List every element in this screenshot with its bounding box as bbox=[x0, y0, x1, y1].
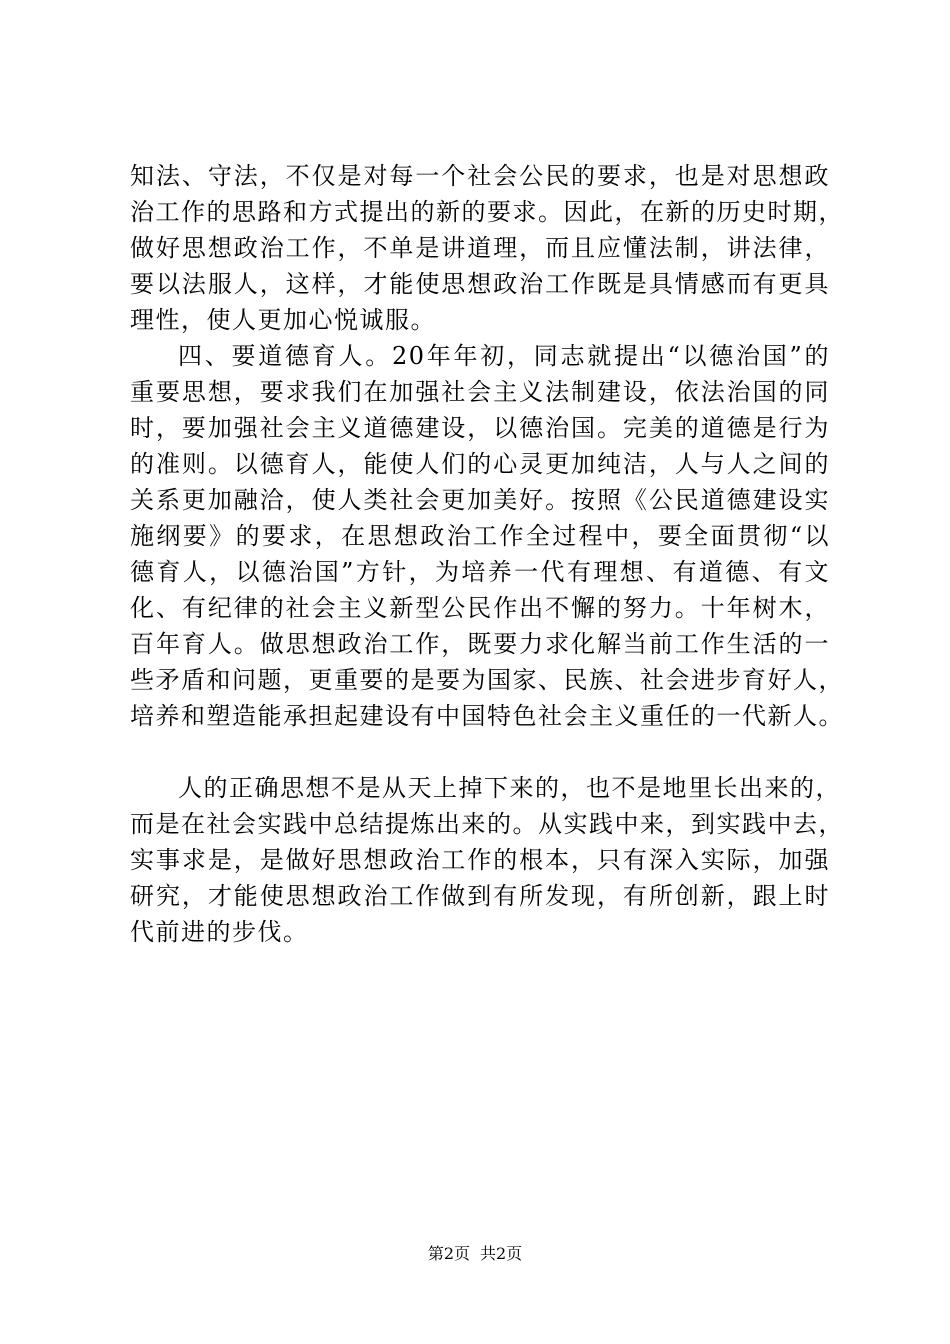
text-line: 而是在社会实践中总结提炼出来的。从实践中来，到实践中去， bbox=[130, 810, 844, 838]
text-line: 关系更加融洽，使人类社会更加美好。按照《公民道德建设实 bbox=[130, 486, 830, 514]
text-line: 施纲要》的要求，在思想政治工作全过程中，要全面贯彻“以 bbox=[130, 522, 830, 550]
text-line: 理性，使人更加心悦诚服。 bbox=[130, 306, 436, 334]
text-line: 些矛盾和问题，更重要的是要为国家、民族、社会进步育好人， bbox=[130, 666, 844, 694]
text-line: 人的正确思想不是从天上掉下来的，也不是地里长出来的， bbox=[178, 774, 841, 802]
text-line: 时，要加强社会主义道德建设，以德治国。完美的道德是行为 bbox=[130, 414, 830, 442]
document-body bbox=[130, 158, 844, 950]
paragraph-practice bbox=[130, 770, 844, 950]
page-number: 第2页 bbox=[427, 1244, 470, 1263]
text-line: 百年育人。做思想政治工作，既要力求化解当前工作生活的一 bbox=[130, 630, 830, 658]
text-line: 培养和塑造能承担起建设有中国特色社会主义重任的一代新人。 bbox=[130, 702, 844, 730]
page-footer bbox=[0, 1244, 950, 1264]
paragraph-moral-education bbox=[130, 338, 844, 734]
text-line: 重要思想，要求我们在加强社会主义法制建设，依法治国的同 bbox=[130, 378, 830, 406]
text-line: 四、要道德育人。20年年初，同志就提出“以德治国”的 bbox=[178, 342, 830, 370]
paragraph-law bbox=[130, 158, 844, 338]
text-line: 做好思想政治工作，不单是讲道理，而且应懂法制，讲法律， bbox=[130, 234, 830, 262]
text-line: 化、有纪律的社会主义新型公民作出不懈的努力。十年树木， bbox=[130, 594, 830, 622]
text-line: 实事求是，是做好思想政治工作的根本，只有深入实际，加强 bbox=[130, 846, 830, 874]
text-line: 研究，才能使思想政治工作做到有所发现，有所创新，跟上时 bbox=[130, 882, 830, 910]
text-line: 要以法服人，这样，才能使思想政治工作既是具情感而有更具 bbox=[130, 270, 830, 298]
text-line: 德育人，以德治国”方针，为培养一代有理想、有道德、有文 bbox=[130, 558, 830, 586]
page-total: 共2页 bbox=[480, 1244, 523, 1263]
text-line: 知法、守法，不仅是对每一个社会公民的要求，也是对思想政 bbox=[130, 162, 830, 190]
text-line: 代前进的步伐。 bbox=[130, 918, 309, 946]
text-line: 治工作的思路和方式提出的新的要求。因此，在新的历史时期， bbox=[130, 198, 844, 226]
text-line: 的准则。以德育人，能使人们的心灵更加纯洁，人与人之间的 bbox=[130, 450, 830, 478]
paragraph-spacer bbox=[130, 734, 830, 770]
